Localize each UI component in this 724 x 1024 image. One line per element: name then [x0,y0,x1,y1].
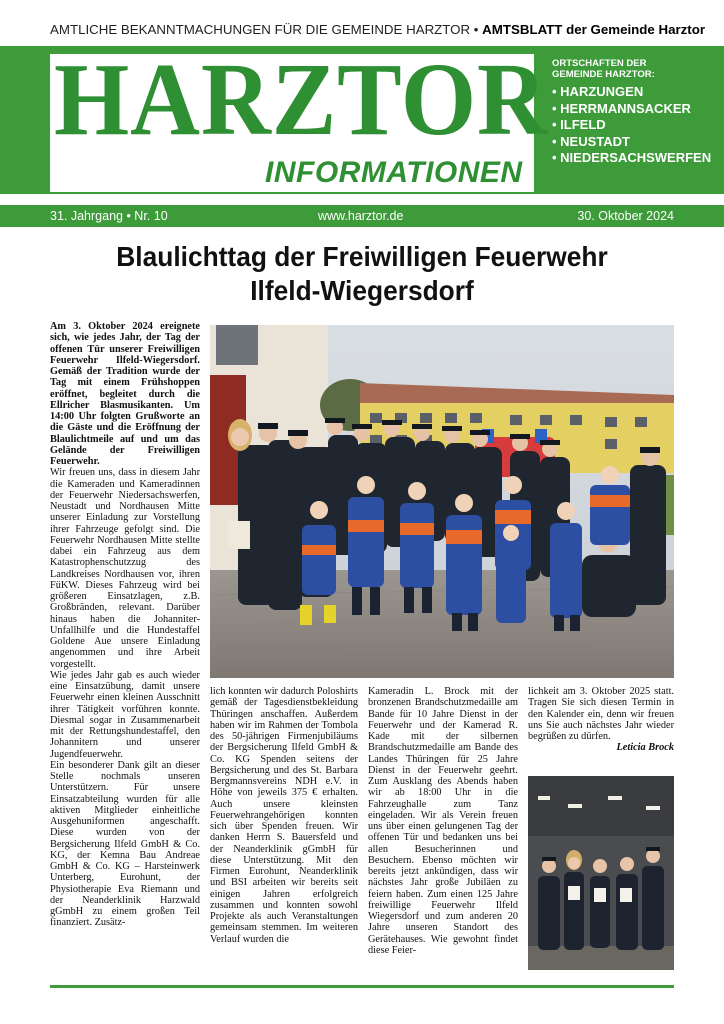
group-photo [210,325,674,678]
article-column-3 [368,686,518,976]
headline-line-1: Blaulichttag der Freiwilligen Feuerwehr [116,241,608,272]
honors-photo-image [528,776,674,970]
places-heading: ORTSCHAFTEN DER GEMEINDE HARZTOR: [552,58,655,80]
honors-photo [528,776,674,970]
bottom-rule [50,985,674,988]
issue-date: 30. Oktober 2024 [577,209,674,223]
article-paragraph: Wie jedes Jahr gab es auch wieder eine Einsatzübung, damit unsere Feuerwehr einen kleinen Ausschnitt ihrer Tätigkeit vorführen konnte. Diesmal sogar in Zusammenarbeit mit der Rettungshundestaffel, den Johannitern und unserer Jugendfeuerwehr. [50,669,200,760]
place-item: • NIEDERSACHSWERFEN [552,150,712,165]
places-list [552,84,711,167]
article-column-4 [528,686,674,766]
group-photo-image [210,325,674,678]
article-headline [59,240,664,308]
article-paragraph: lich konnten wir dadurch Poloshirts gemäß der Tagesdienstbekleidung Thüringen anschaffen. Außerdem haben wir im Rahmen der Tombola des 50-jährigen Firmenjubiläums der Bergsicherung Ilfeld GmbH & Co. KG Spenden seitens der Bergsicherung und des St. Barbara Bergmannsvereins NDH e.V. in Höhe von jeweils 375 € erhalten. Auch unsere kleinsten Feuerwehrangehörigen konnten sich über Spenden freuen. Wir danken Herrn S. Bauersfeld und der Neanderklinik gGmbH für diese Unterstützung. Mit den Firmen Eurohunt, Neanderklinik und BSI arbeiten wir bereits seit einigen Jahren erfolgreich zusammen und konnten sowohl Projekte als auch Veranstaltungen gemeinsam stemmen. Im weiteren Verlauf wurden die [210,686,358,945]
article-column-2 [210,686,358,976]
top-line-left: AMTLICHE BEKANNTMACHUNGEN FÜR DIE GEMEINDE HARZTOR • [50,22,483,37]
article-paragraph: Kameradin L. Brock mit der bronzenen Brandschutzmedaille am Bande für 10 Jahre Dienst in der Feuerwehr und der Kamerad R. Kade mit der silbernen Brandschutzmedaille am Bande des Landes Thüringen für 25 Jahre Dienst in der Feuerwehr geehrt. Zum Ausklang des Abends haben wir ab 18:00 Uhr in die Fahrzeughalle zum Tanz eingeladen. Wir als Verein freuen uns über einen gelungenen Tag der offenen Tür und bedanken uns bei allen Besucherinnen und Besuchern. Ebenso möchten wir bereits jetzt ankündigen, dass wir nächstes Jahr große Jubiläen zu feiern haben. Zum einen 125 Jahre freiwillige Feuerwehr Ilfeld Wiegersdorf und zum anderen 20 Jahre unseren Standort des Gerätehauses. Wie gewohnt findet diese Feier- [368,686,518,956]
article-column-1 [50,321,200,976]
place-item: • NEUSTADT [552,133,630,149]
top-line [50,22,706,37]
headline-line-2: Ilfeld-Wiegersdorf [250,275,474,306]
places-box [552,58,711,167]
top-line-right: AMTSBLATT der Gemeinde Harztor [482,22,706,37]
article-paragraph: Ein besonderer Dank gilt an dieser Stelle nochmals unseren Unterstützern. Für unsere Einsatzabteilung wurden für alle aktiven Mitglieder einheitliche Ausgehuniformen angeschafft. Diese wurden von der Bergsicherung Ilfeld GmbH & Co. KG, der Kemna Bau Andreae GmbH & Co. KG – Harsteinwerk Unterberg, Eurohunt, der Physiotherapie Eva Riemann und der Neanderklinik Harzwald gGmbH zu einem großen Teil finanziert. Zusätz- [50,759,200,929]
place-item: • HARZUNGEN [552,84,644,99]
place-item: • ILFELD [552,117,606,132]
article-lead: Am 3. Oktober 2024 ereignete sich, wie jedes Jahr, der Tag der offenen Tür unserer Freiwilligen Feuerwehr Ilfeld-Wiegersdorf. Gemäß der Tradition wurde der Tag mit einem Frühshoppen eröffnet, begleitet durch die Ellricher Blasmusikanten. Um 14:00 Uhr folgten Grußworte an die Gäste und die Eröffnung der Blaulichtmeile auf und um das Gelände der Freiwilligen Feuerwehr. [50,321,200,467]
issue-edition: 31. Jahrgang • Nr. 10 [50,209,168,223]
masthead-title: HARZTOR [54,42,548,157]
article-paragraph: lichkeit am 3. Oktober 2025 statt. Tragen Sie sich diesen Termin in den Kalender ein, denn wir freuen uns Sie auch nächstes Jahr wieder begrüßen zu dürfen. [528,686,674,742]
place-item: • HERRMANNSACKER [552,100,691,116]
article-paragraph: Wir freuen uns, dass in diesem Jahr die Kameraden und Kameradinnen der Feuerwehr Niedersachswerfen, Neustadt und Nordhausen Mitte unserer Einladung zur Vorstellung ihrer Fahrzeuge gefolgt sind. Die Feuerwehr Nordhausen Mitte stellte dabei ein Fahrzeug aus dem Katastrophenschutzzug des Landkreises Nordhausen vor, ihren FüKW. Dieses Fahrzeug wird bei größeren Einsatzlagen, z.B. Großbränden, relevant. Darüber hinaus haben die Johanniter-Unfallhilfe und die Hundestaffel Goldene Aue unsere Einladung angenommen und ihre Arbeit vorgestellt. [50,467,200,670]
article-author: Leticia Brock [616,742,674,754]
masthead-subtitle: INFORMATIONEN [265,156,523,189]
issue-bar [0,205,724,227]
issue-website[interactable]: www.harztor.de [318,209,404,223]
